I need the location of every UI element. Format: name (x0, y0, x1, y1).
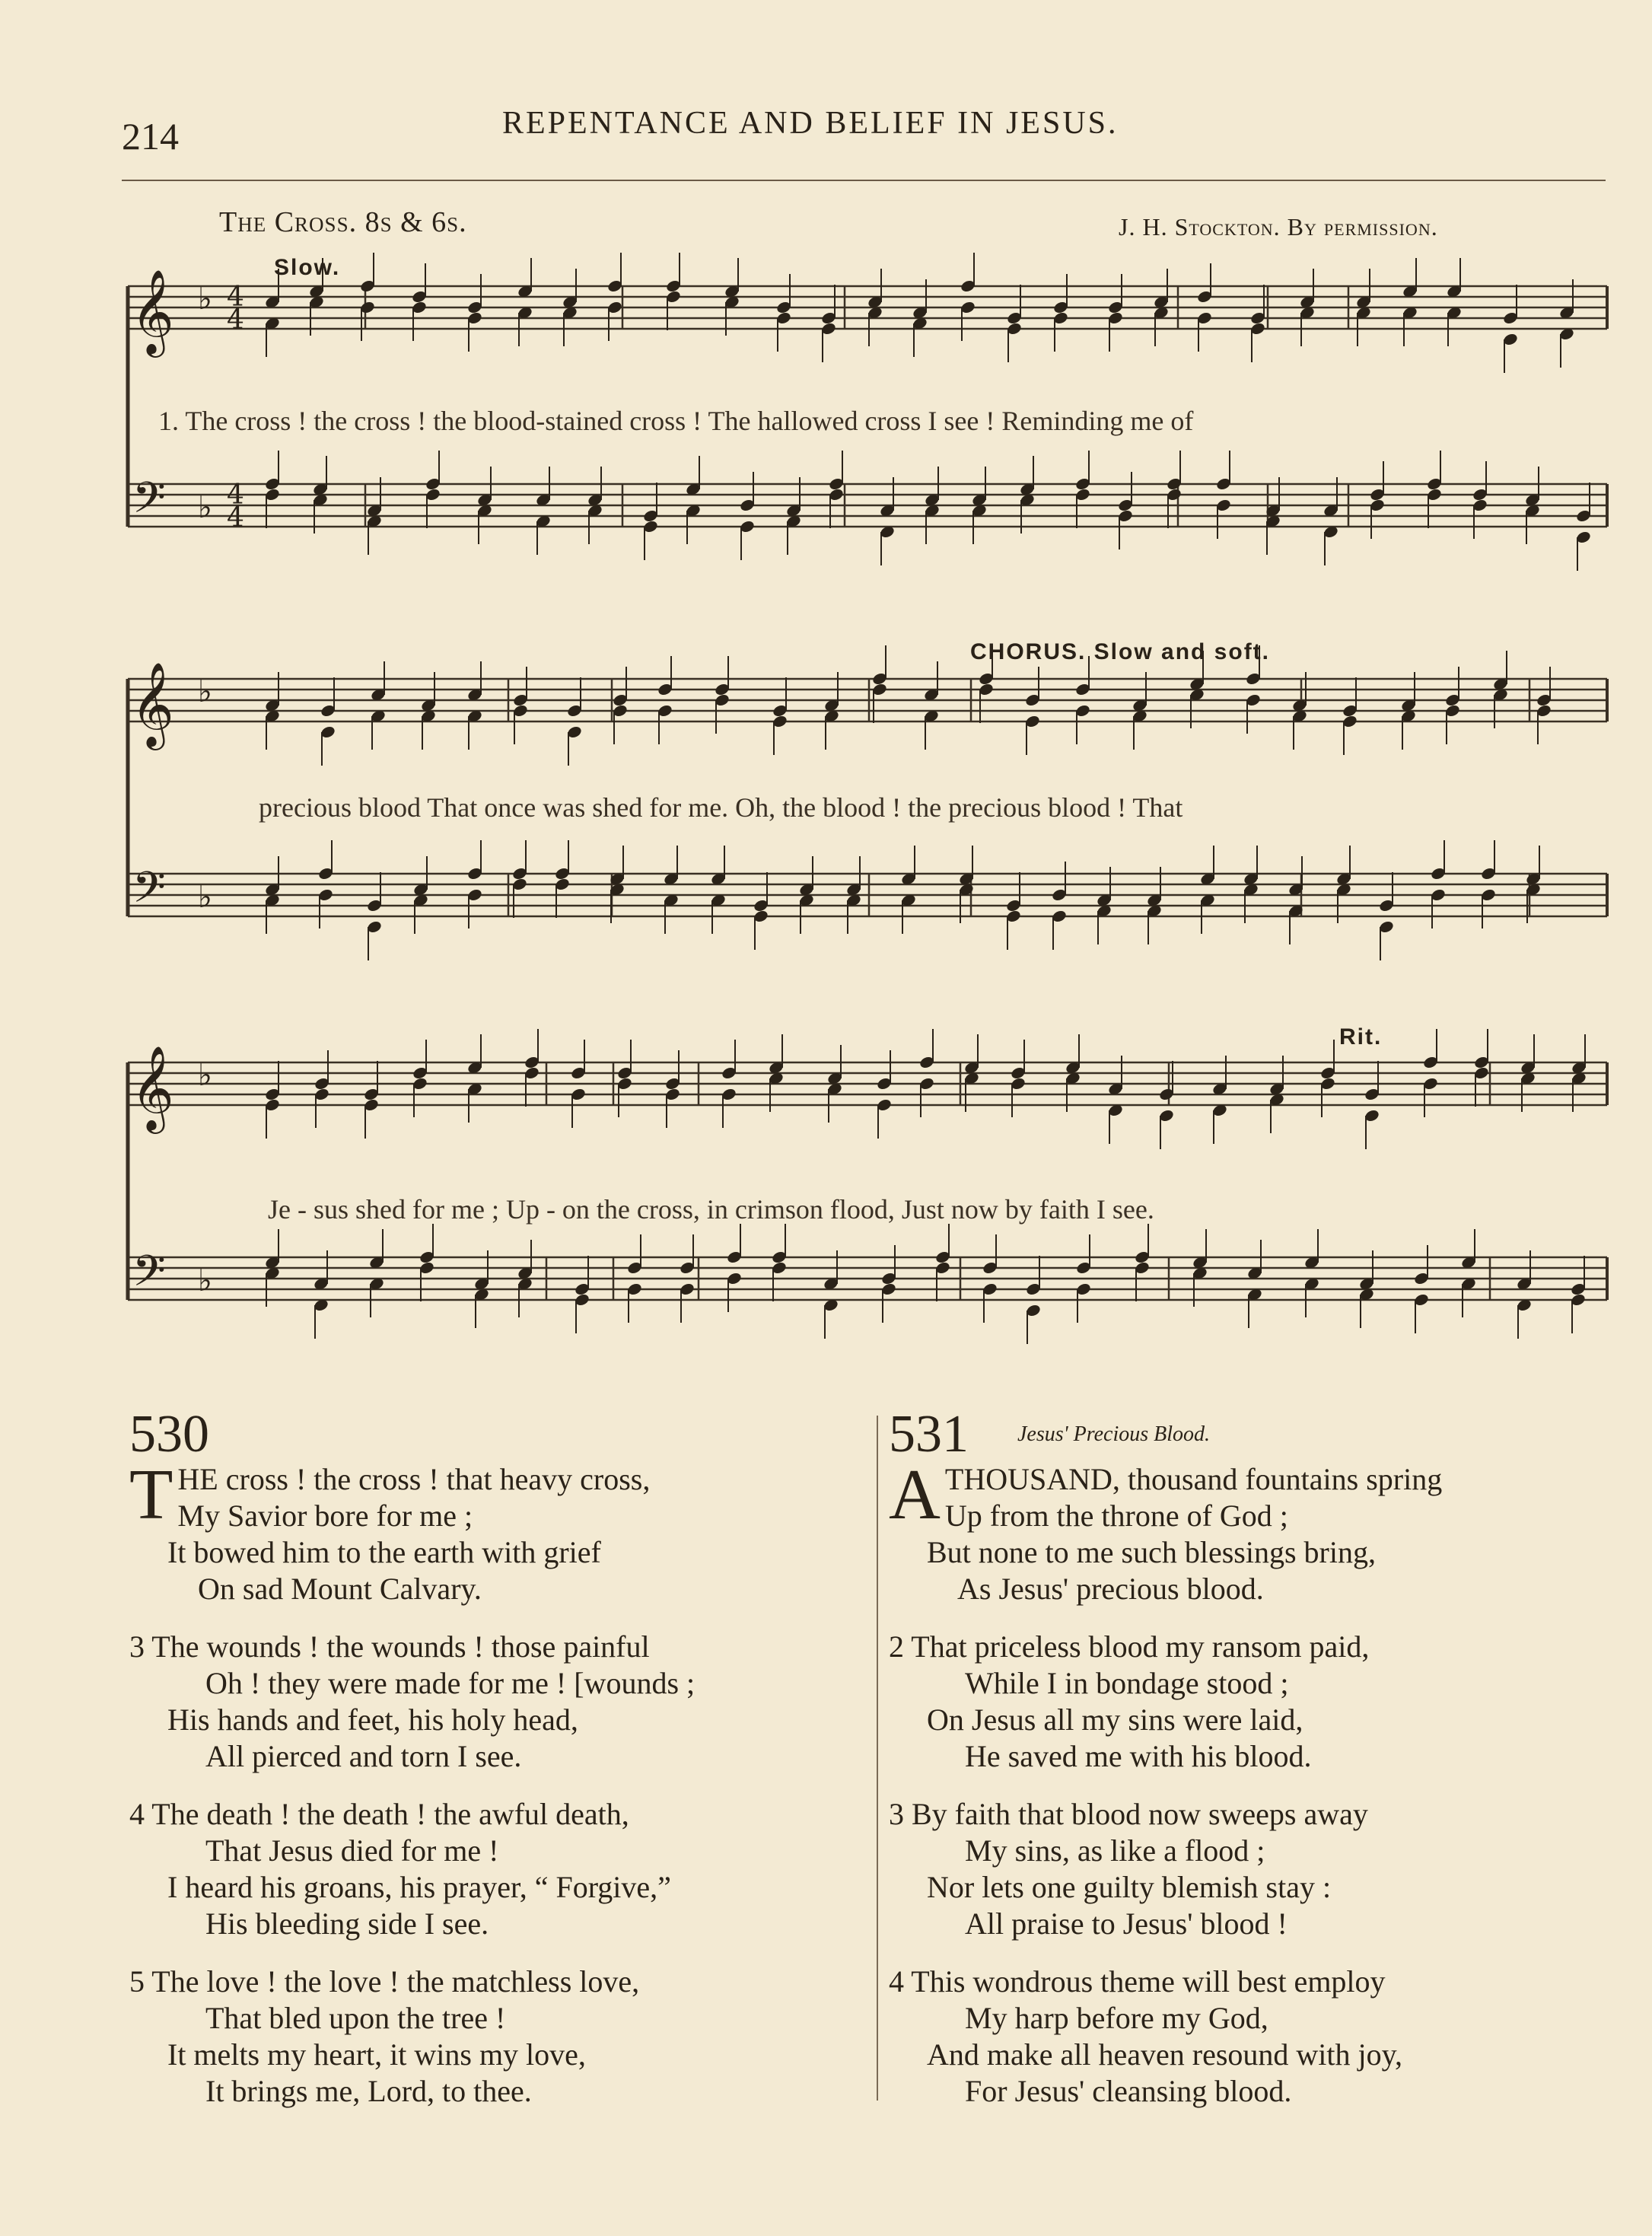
stanza (889, 1796, 1619, 1942)
stanza-line: 4 This wondrous theme will best employ (889, 1964, 1386, 1999)
stanza (129, 1796, 860, 1942)
bass-clef-icon: 𝄢 (132, 1247, 166, 1307)
bass-clef-icon: 𝄢 (132, 473, 166, 534)
tune-credit: J. H. Stockton. By permission. (1119, 213, 1438, 240)
stanza-line: All pierced and torn I see. (205, 1739, 522, 1773)
stanza-line: And make all heaven resound with joy, (927, 2037, 1403, 2072)
flat-icon: ♭ (198, 282, 212, 317)
stanza-line: 5 The love ! the love ! the matchless love, (129, 1964, 640, 1999)
stanza-line: It brings me, Lord, to thee. (205, 2074, 532, 2108)
stanza-line: As Jesus' precious blood. (957, 1572, 1264, 1606)
flat-icon: ♭ (198, 674, 212, 709)
stanza-line: On Jesus all my sins were laid, (927, 1702, 1303, 1737)
stanza-line: 3 The wounds ! the wounds ! those painful (129, 1629, 650, 1664)
stanza-line: HE cross ! the cross ! that heavy cross, (177, 1462, 651, 1496)
stanza-line: It bowed him to the earth with grief (167, 1535, 601, 1569)
lyric-line: 1. The cross ! the cross ! the blood-stained cross ! The hallowed cross I see ! Reminding me of (158, 406, 1194, 436)
tempo-marking: Slow. (274, 255, 341, 280)
stanza-line: Up from the throne of God ; (944, 1499, 1288, 1533)
flat-icon: ♭ (198, 880, 212, 915)
time-signature-icon: 4 (227, 502, 244, 534)
treble-clef-icon: 𝄞 (131, 269, 174, 354)
stanza-line: My sins, as like a flood ; (965, 1833, 1265, 1868)
stanza-line: His bleeding side I see. (205, 1906, 489, 1941)
stanza-line: My Savior bore for me ; (177, 1499, 473, 1533)
stanza (889, 1629, 1619, 1775)
time-signature-icon: 4 (227, 304, 244, 336)
stanza-line: Nor lets one guilty blemish stay : (927, 1870, 1332, 1904)
flat-icon: ♭ (198, 1263, 212, 1298)
lyric-line: precious blood That once was shed for me. Oh, the blood ! the precious blood ! That (259, 792, 1183, 823)
bass-clef-icon: 𝄢 (132, 863, 166, 923)
stanza (129, 1629, 860, 1775)
flat-icon: ♭ (198, 490, 212, 525)
stanza-line: All praise to Jesus' blood ! (965, 1906, 1288, 1941)
treble-clef-icon: 𝄞 (131, 1045, 174, 1130)
time-signature-icon: 4 (227, 282, 244, 313)
stanza-line: On sad Mount Calvary. (198, 1572, 482, 1606)
stanza-line: But none to me such blessings bring, (927, 1535, 1376, 1569)
stanza-line: My harp before my God, (965, 2001, 1268, 2035)
drop-cap: A (889, 1455, 941, 1534)
stanza-line: While I in bondage stood ; (965, 1666, 1289, 1700)
stanza-line: He saved me with his blood. (965, 1739, 1312, 1773)
stanza-line: Oh ! they were made for me ! [wounds ; (205, 1666, 695, 1700)
chorus-marking: CHORUS. Slow and soft. (970, 639, 1271, 664)
lyric-line: Je - sus shed for me ; Up - on the cross, in crimson flood, Just now by faith I see. (268, 1194, 1154, 1225)
stanza (889, 1455, 1619, 1607)
stanza-line: 3 By faith that blood now sweeps away (889, 1797, 1368, 1831)
stanza-line: 2 That priceless blood my ransom paid, (889, 1629, 1370, 1664)
time-signature-icon: 4 (227, 479, 244, 511)
stanza-line: I heard his groans, his prayer, “ Forgive,” (167, 1870, 671, 1904)
hymn-531 (889, 1405, 1619, 2131)
tune-title: The Cross. 8s & 6s. (219, 206, 467, 238)
stanza-line: That Jesus died for me ! (205, 1833, 499, 1868)
stanza-line: That bled upon the tree ! (205, 2001, 506, 2035)
stanza-line: It melts my heart, it wins my love, (167, 2037, 586, 2072)
rit-marking: Rit. (1339, 1024, 1383, 1050)
stanza (129, 1964, 860, 2110)
page-number: 214 (122, 115, 179, 158)
stanza (889, 1964, 1619, 2110)
stanza-line: His hands and feet, his holy head, (167, 1702, 578, 1737)
drop-cap: T (129, 1455, 173, 1534)
running-head: REPENTANCE AND BELIEF IN JESUS. (502, 106, 1119, 141)
hymn-number: 531 (889, 1405, 969, 1464)
hymn-number: 530 (129, 1405, 209, 1464)
hymn-subtitle: Jesus' Precious Blood. (1017, 1422, 1211, 1446)
hymn-530 (129, 1405, 860, 2131)
treble-clef-icon: 𝄞 (131, 661, 174, 747)
column-divider (877, 1416, 878, 2101)
stanza (129, 1455, 860, 1607)
stanza-line: 4 The death ! the death ! the awful death, (129, 1797, 629, 1831)
stanza-line: THOUSAND, thousand fountains spring (944, 1462, 1443, 1496)
stanza-line: For Jesus' cleansing blood. (965, 2074, 1292, 2108)
flat-icon: ♭ (198, 1058, 212, 1093)
